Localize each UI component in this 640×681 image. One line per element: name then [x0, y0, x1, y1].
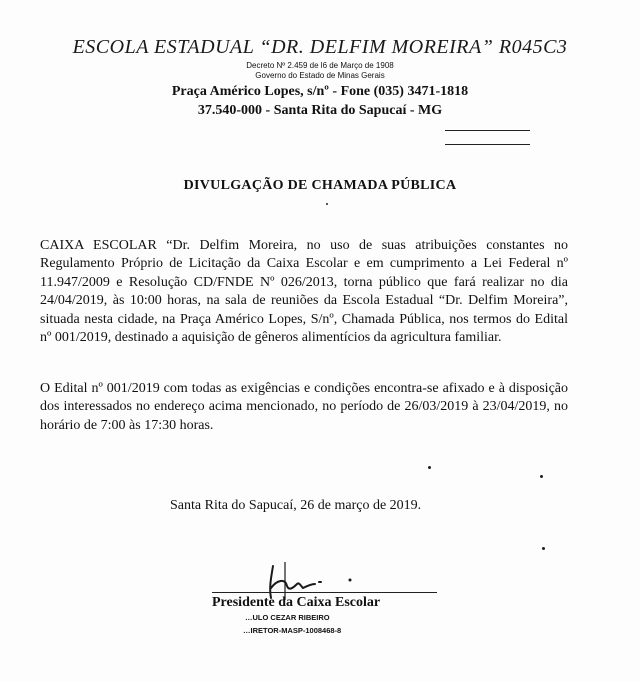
paper-speck [540, 475, 543, 478]
signatory-role: Presidente da Caixa Escolar [212, 595, 381, 610]
paper-speck [326, 203, 328, 205]
date-line: Santa Rita do Sapucaí, 26 de março de 2019. [170, 498, 422, 513]
header-rule-1 [445, 130, 530, 131]
government-line: Governo do Estado de Minas Gerais [255, 71, 385, 80]
decree-line: Decreto Nº 2.459 de l6 de Março de 1908 [246, 61, 394, 70]
paragraph-1: CAIXA ESCOLAR “Dr. Delfim Moreira, no uso de suas atribuições constantes no Regulamento Próprio de Licitação da Caixa Escolar e em cumprimento a Lei Federal nº 11.947/2009 e Resolução CD/FNDE Nº 026/2013, torna público que fará realizar no dia 24/04/2019, às 10:00 horas, na sala de reuniões da Escola Estadual “Dr. Delfim Moreira”, situada nesta cidade, na Praça Américo Lopes, S/nº, Chamada Pública, nos termos do Edital nº 001/2019, destinado a aquisição de gêneros alimentícios da agricultura familiar. [40, 238, 568, 346]
paragraph-2: O Edital nº 001/2019 com todas as exigências e condições encontra-se afixado e à disposição dos interessados no endereço acima mencionado, no período de 26/03/2019 à 23/04/2019, no horário de 7:00 às 17:30 horas. [40, 381, 568, 433]
stamp-name: …ULO CEZAR RIBEIRO [245, 613, 330, 622]
address-line-2: 37.540-000 - Santa Rita do Sapucaí - MG [197, 103, 443, 118]
paper-speck [542, 547, 545, 550]
document-heading: DIVULGAÇÃO DE CHAMADA PÚBLICA [183, 178, 457, 193]
paper-speck [428, 466, 431, 469]
school-title: ESCOLA ESTADUAL “DR. DELFIM MOREIRA” R045C3 [72, 36, 568, 58]
address-line-1: Praça Américo Lopes, s/nº - Fone (035) 3471-1818 [171, 84, 469, 99]
handwritten-signature [255, 558, 365, 600]
signature-line [212, 592, 437, 593]
stamp-id: …IRETOR-MASP-1008468-8 [243, 626, 342, 635]
header-rule-2 [445, 144, 530, 145]
